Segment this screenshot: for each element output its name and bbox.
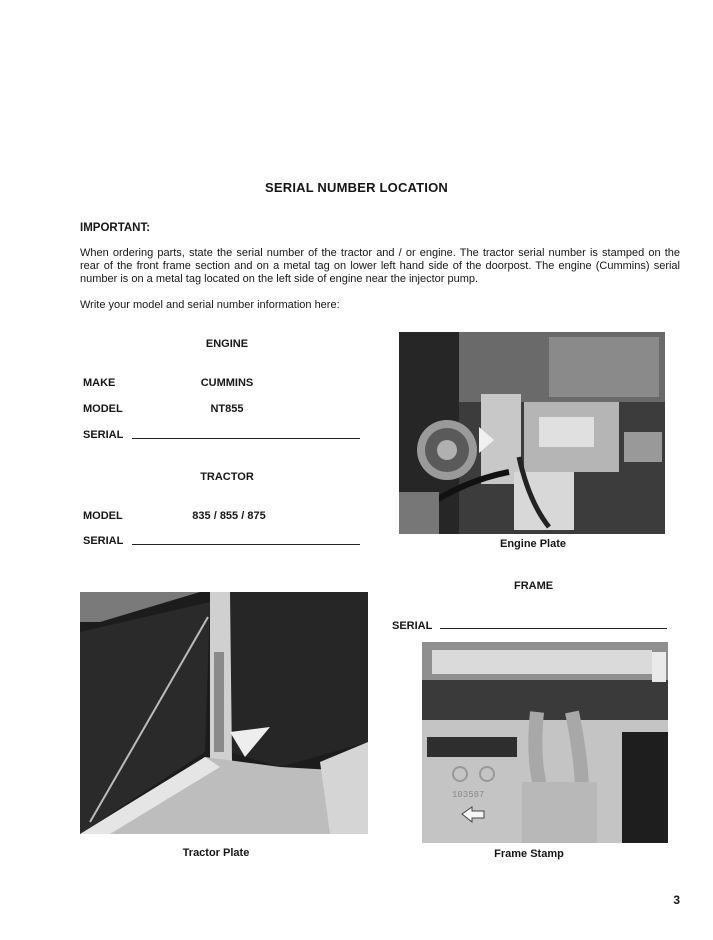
important-label: IMPORTANT:: [80, 222, 151, 234]
tractor-serial-field[interactable]: [132, 544, 360, 545]
engine-serial-label: SERIAL: [83, 429, 124, 441]
frame-stamp-number: 103587: [452, 790, 485, 800]
frame-serial-field[interactable]: [440, 628, 667, 629]
tractor-plate-caption: Tractor Plate: [182, 847, 250, 859]
frame-heading: FRAME: [514, 580, 554, 592]
engine-plate-photo: [399, 332, 665, 534]
frame-serial-label: SERIAL: [392, 620, 433, 632]
tractor-heading: TRACTOR: [200, 471, 254, 483]
tractor-plate-photo: [80, 592, 368, 834]
frame-stamp-photo: [422, 642, 668, 843]
page-title: SERIAL NUMBER LOCATION: [264, 180, 449, 195]
engine-heading: ENGINE: [205, 338, 249, 350]
page-number: 3: [673, 893, 680, 907]
engine-serial-field[interactable]: [132, 438, 360, 439]
engine-model-label: MODEL: [83, 403, 123, 415]
frame-stamp-caption: Frame Stamp: [494, 848, 564, 860]
tractor-serial-label: SERIAL: [83, 535, 124, 547]
tractor-model-value: 835 / 855 / 875: [192, 510, 266, 522]
tractor-model-label: MODEL: [83, 510, 123, 522]
write-prompt: Write your model and serial number information here:: [80, 299, 340, 311]
engine-make-value: CUMMINS: [200, 377, 254, 389]
engine-plate-caption: Engine Plate: [499, 538, 567, 550]
engine-make-label: MAKE: [83, 377, 116, 389]
instructions-paragraph: When ordering parts, state the serial number of the tractor and / or engine. The tractor serial number is stamped on the rear of the front frame section and on a metal tag on lower left hand side of the doorpost. The engine (Cummins) serial number is on a metal tag located on the left side of engine near the injector pump.: [80, 247, 680, 285]
engine-model-value: NT855: [210, 403, 244, 415]
